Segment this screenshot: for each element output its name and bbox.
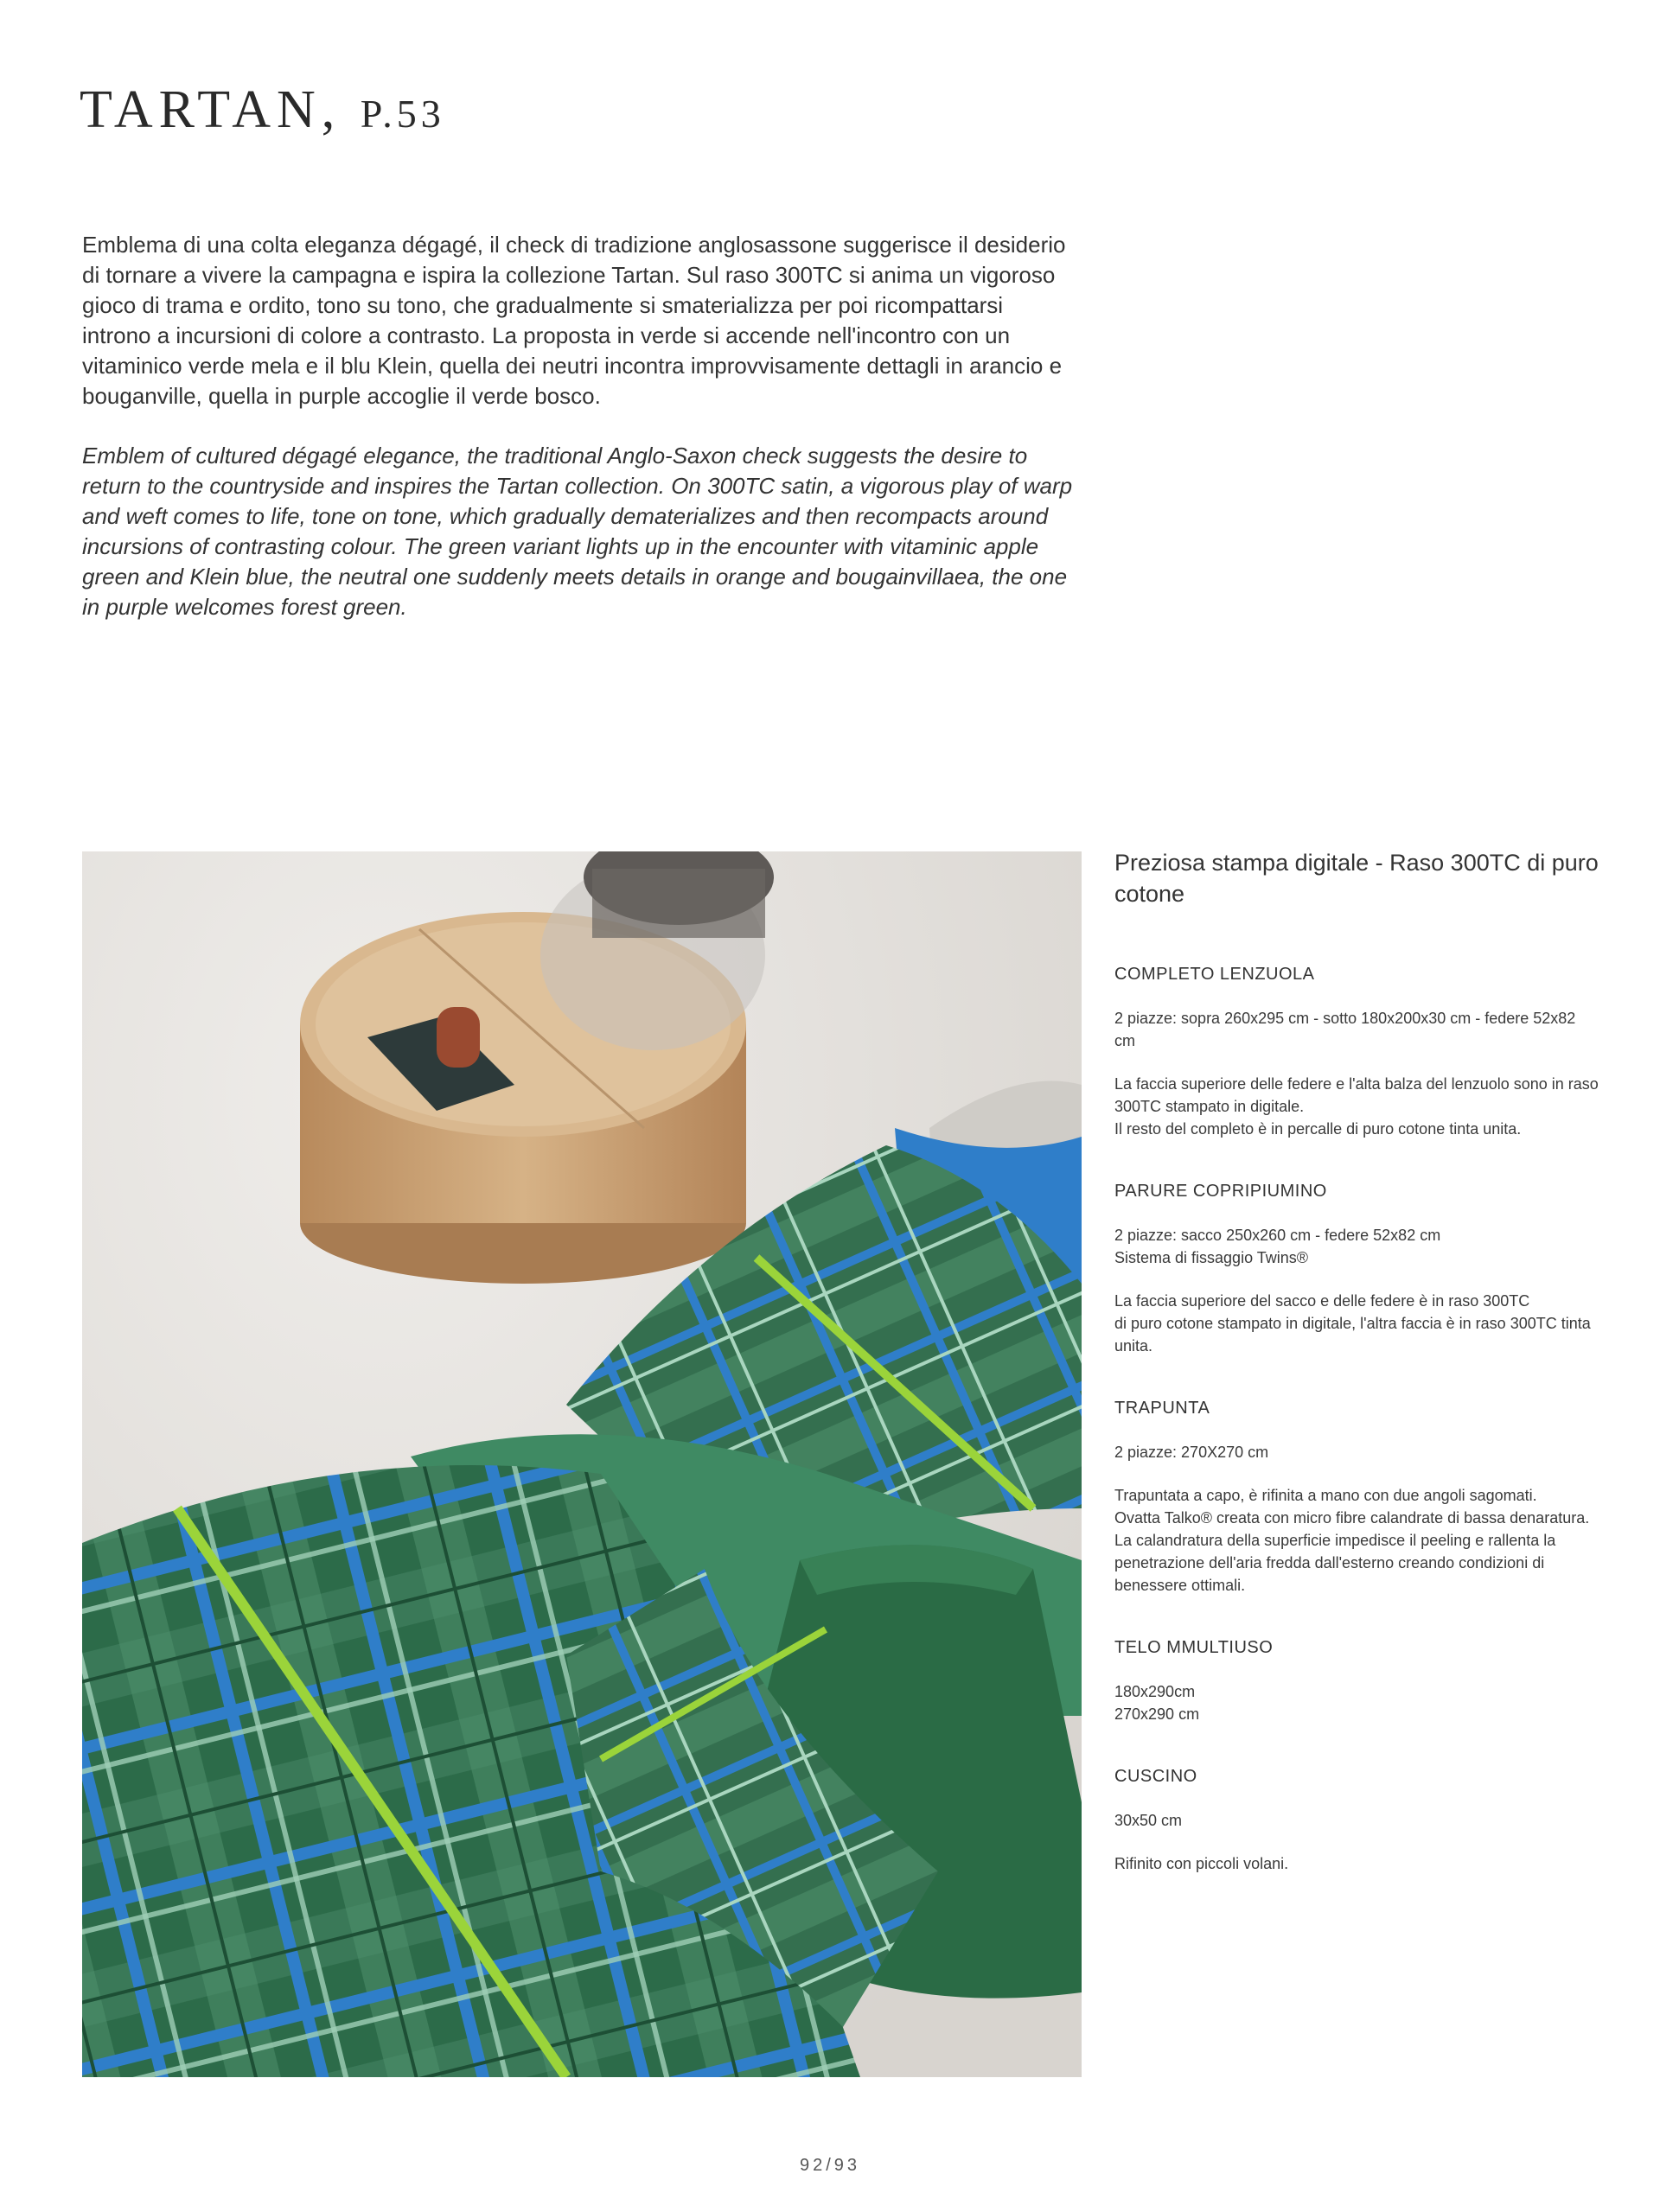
spec-paragraph: 2 piazze: sacco 250x260 cm - federe 52x82 cm Sistema di fissaggio Twins®	[1114, 1227, 1441, 1266]
spec-paragraph: 2 piazze: 270X270 cm	[1114, 1444, 1269, 1461]
spec-paragraph: 180x290cm 270x290 cm	[1114, 1683, 1200, 1723]
spec-paragraph: 2 piazze: sopra 260x295 cm - sotto 180x200x30 cm - federe 52x82 cm	[1114, 1010, 1576, 1049]
spec-section-completo-lenzuola	[1114, 965, 1599, 1140]
product-specs	[1114, 847, 1599, 1916]
spec-paragraph: 30x50 cm	[1114, 1812, 1183, 1829]
spec-paragraph: La faccia superiore del sacco e delle federe è in raso 300TC di puro cotone stampato in digitale, l'altra faccia è in raso 300TC tinta unita.	[1114, 1292, 1591, 1355]
page-number: 92/93	[799, 2156, 861, 2175]
spec-paragraph: Trapuntata a capo, è rifinita a mano con due angoli sagomati. Ovatta Talko® creata con micro fibre calandrate di bassa denaratura. La calandratura della superficie impedisce il peeling e rallenta la penetrazione dell'aria fredda dall'esterno creando condizioni di benessere ottimali.	[1114, 1487, 1590, 1594]
spec-title: Preziosa stampa digitale - Raso 300TC di puro cotone	[1114, 850, 1599, 907]
spec-paragraph: La faccia superiore delle federe e l'alta balza del lenzuolo sono in raso 300TC stampato in digitale. Il resto del completo è in percalle di puro cotone tinta unita.	[1114, 1075, 1599, 1138]
spec-section-telo-multiuso	[1114, 1638, 1599, 1725]
intro-text	[82, 230, 1076, 652]
page-title	[80, 80, 445, 141]
spec-heading: TRAPUNTA	[1114, 1399, 1210, 1418]
title-text: TARTAN,	[80, 80, 342, 139]
intro-english: Emblem of cultured dégagé elegance, the traditional Anglo-Saxon check suggests the desire to return to the countryside and inspires the Tartan collection. On 300TC satin, a vigorous play of warp and weft comes to life, tone on tone, which gradually dematerializes and then recompacts around incursions of contrasting colour. The green variant lights up in the encounter with vitaminic apple green and Klein blue, the neutral one suddenly meets details in orange and bougainvillaea, the one in purple welcomes forest green.	[82, 443, 1073, 620]
spec-heading: PARURE COPRIPIUMINO	[1114, 1182, 1327, 1201]
spec-section-trapunta	[1114, 1399, 1599, 1597]
intro-italian: Emblema di una colta eleganza dégagé, il check di tradizione anglosassone suggerisce il desiderio di tornare a vivere la campagna e ispira la collezione Tartan. Sul raso 300TC si anima un vigoroso gioco di trama e ordito, tono su tono, che gradualmente si smaterializza per poi ricompattarsi introno a incursioni di colore a contrasto. La proposta in verde si accende nell'incontro con un vitaminico verde mela e il blu Klein, quella dei neutri incontra improvvisamente dettagli in arancio e bouganville, quella in purple accoglie il verde bosco.	[82, 232, 1066, 409]
spec-heading: CUSCINO	[1114, 1767, 1197, 1786]
spec-section-cuscino	[1114, 1767, 1599, 1875]
spec-heading: TELO MMULTIUSO	[1114, 1638, 1274, 1657]
spec-section-parure-copripiumino	[1114, 1182, 1599, 1357]
product-photo	[82, 851, 1082, 2077]
page-reference: P.53	[360, 92, 445, 136]
spec-heading: COMPLETO LENZUOLA	[1114, 965, 1315, 984]
spec-paragraph: Rifinito con piccoli volani.	[1114, 1855, 1289, 1872]
